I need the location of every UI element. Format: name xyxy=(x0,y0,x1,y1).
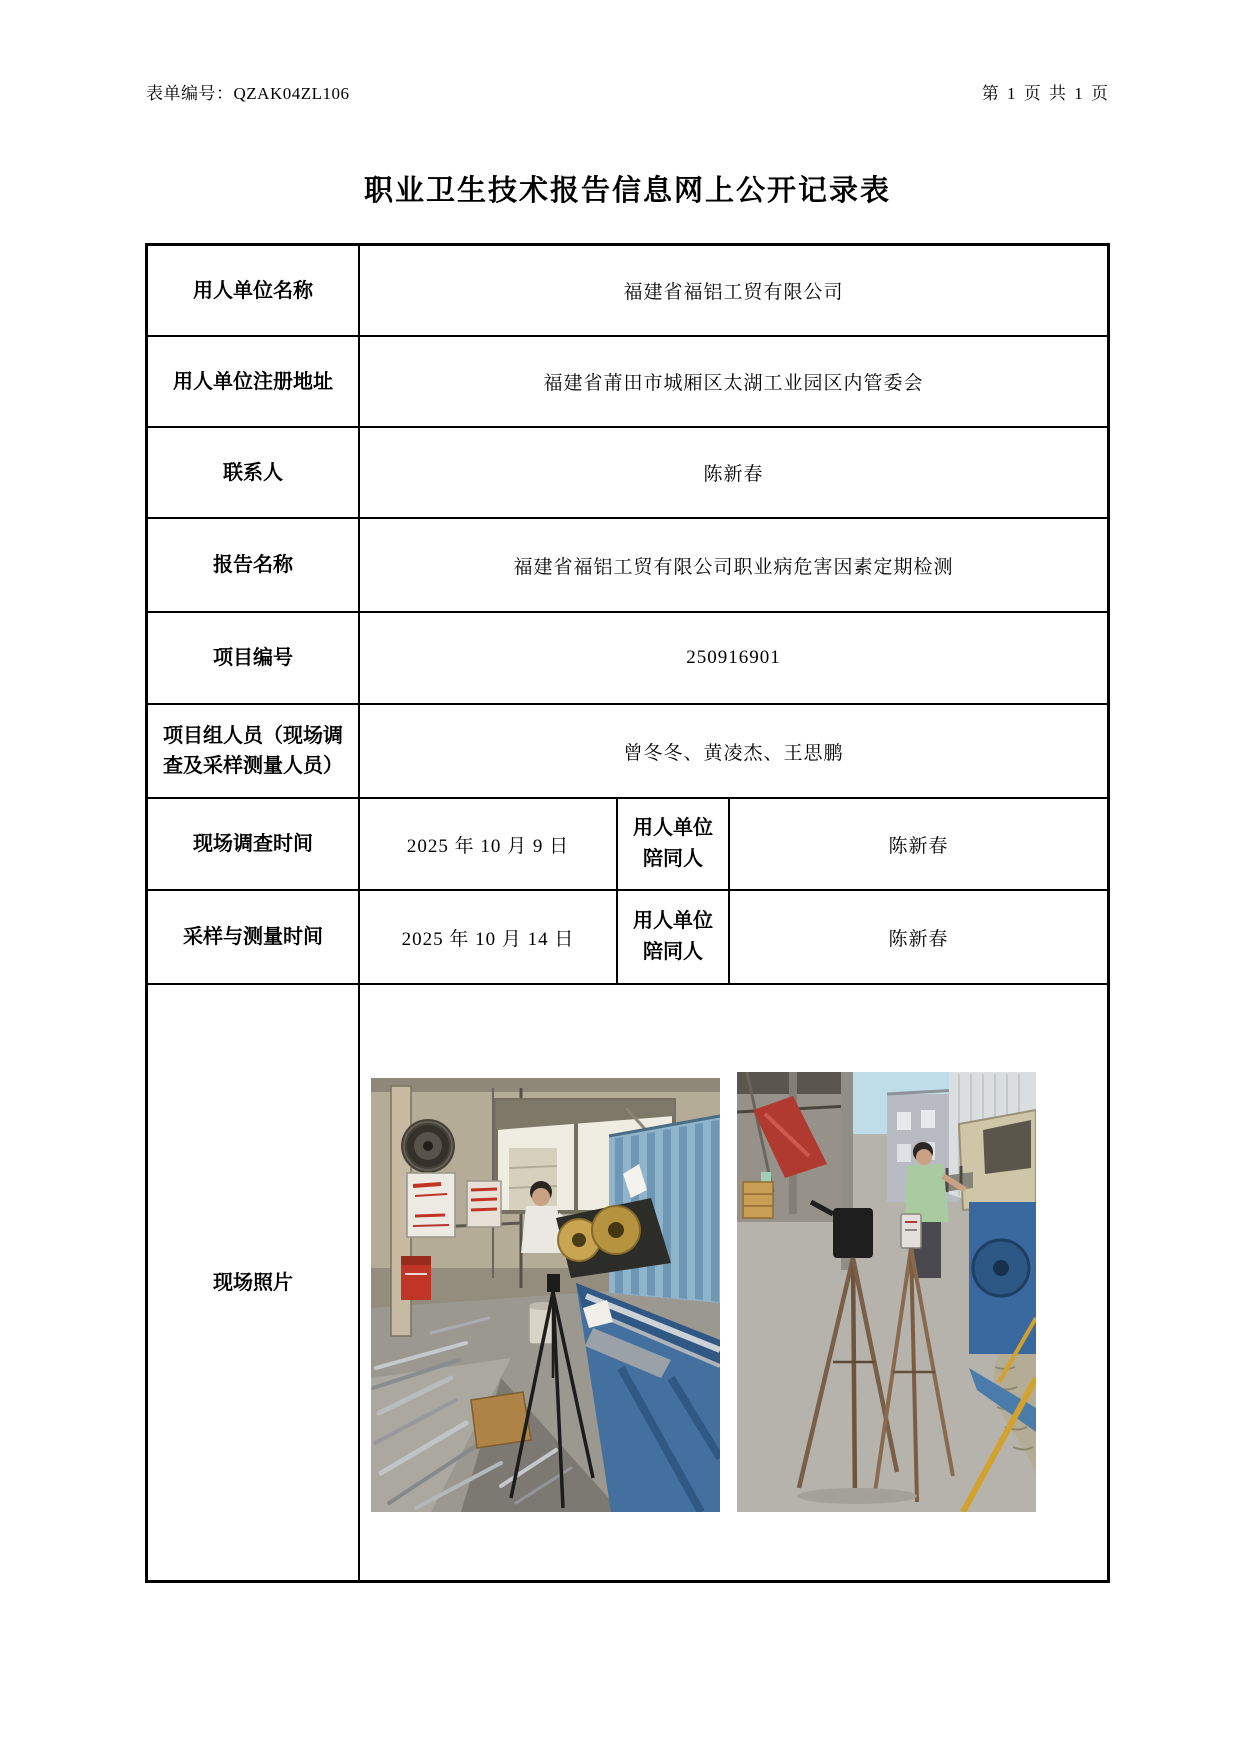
companion-label-text: 用人单位陪同人 xyxy=(633,910,713,963)
row-label-sampling-time: 采样与测量时间 xyxy=(148,891,360,983)
table-row xyxy=(148,613,1107,705)
table-row-photos xyxy=(148,985,1107,1580)
safety-sign-large xyxy=(407,1173,455,1237)
row-value-employer-name: 福建省福铝工贸有限公司 xyxy=(623,282,844,303)
sampling-date: 2025 年 10 月 14 日 xyxy=(360,891,618,983)
tripod-shadow xyxy=(797,1488,917,1504)
survey-companion-label xyxy=(618,799,730,889)
row-value-contact-person: 陈新春 xyxy=(703,464,764,485)
fire-extinguisher-box xyxy=(401,1256,431,1300)
sampling-tripods-photo xyxy=(737,1072,1036,1512)
row-value-project-team: 曾冬冬、黄凌杰、王思鹏 xyxy=(623,742,844,764)
page-indicator: 第 1 页 共 1 页 xyxy=(981,84,1110,103)
survey-companion-name: 陈新春 xyxy=(888,835,949,857)
row-value-report-name: 福建省福铝工贸有限公司职业病危害因素定期检测 xyxy=(513,556,954,578)
table-row xyxy=(148,705,1107,799)
table-row xyxy=(148,246,1107,337)
safety-sign-small xyxy=(467,1181,501,1227)
row-label-project-team xyxy=(148,705,360,797)
row-label-report-name: 报告名称 xyxy=(148,519,360,611)
row-label-project-number: 项目编号 xyxy=(148,613,360,703)
site-photos-cell xyxy=(360,985,1107,1580)
wooden-crate xyxy=(743,1182,773,1218)
row-label-contact-person: 联系人 xyxy=(148,428,360,517)
ceiling-edge xyxy=(371,1078,720,1092)
row-label-employer-name: 用人单位名称 xyxy=(148,246,360,335)
sampling-companion-label xyxy=(618,891,730,983)
table-row xyxy=(148,891,1107,985)
row-value-project-number: 250916901 xyxy=(686,647,781,668)
table-row xyxy=(148,428,1107,519)
companion-label-text: 用人单位陪同人 xyxy=(633,817,713,870)
form-number-label: 表单编号： xyxy=(146,84,234,103)
table-row xyxy=(148,799,1107,891)
row-label-survey-time: 现场调查时间 xyxy=(148,799,360,889)
table-row xyxy=(148,337,1107,428)
project-team-label: 项目组人员（现场调查及采样测量人员） xyxy=(163,725,343,777)
table-row xyxy=(148,519,1107,613)
page-title: 职业卫生技术报告信息网上公开记录表 xyxy=(363,175,891,207)
survey-date: 2025 年 10 月 9 日 xyxy=(360,799,618,889)
form-number-value: QZAK04ZL106 xyxy=(233,84,350,103)
row-label-site-photos: 现场照片 xyxy=(148,985,360,1580)
row-value-registered-address: 福建省莆田市城厢区太湖工业园区内管委会 xyxy=(543,373,924,394)
row-label-registered-address: 用人单位注册地址 xyxy=(148,337,360,426)
record-table xyxy=(145,243,1110,1583)
form-number xyxy=(146,79,349,104)
sampling-companion-name: 陈新春 xyxy=(888,928,949,950)
workshop-sawing-line-photo xyxy=(371,1078,720,1512)
